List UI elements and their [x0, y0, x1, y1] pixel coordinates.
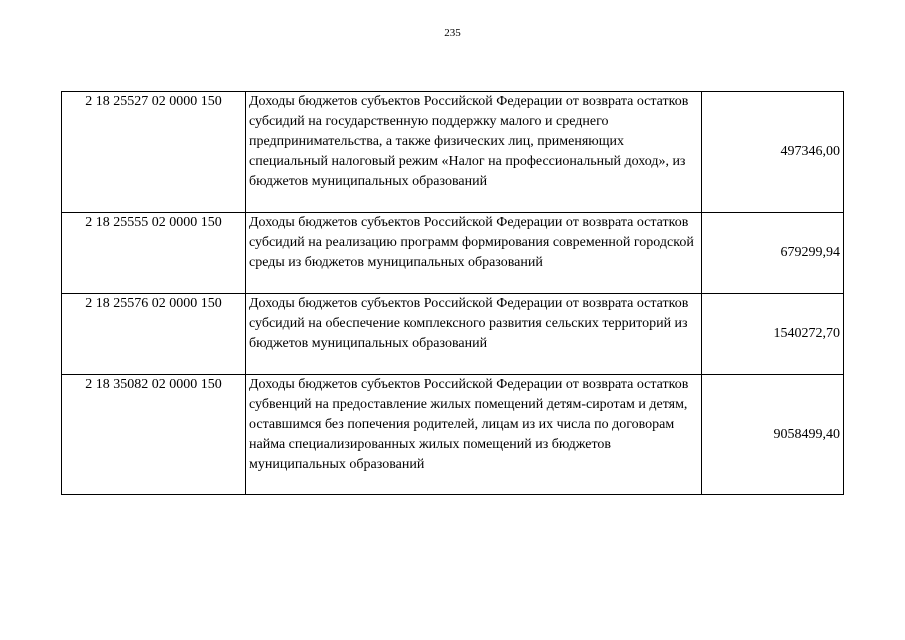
- revenue-code: 2 18 25576 02 0000 150: [62, 294, 246, 375]
- revenue-name: Доходы бюджетов субъектов Российской Федерации от возврата остатков субсидий на реализацию программ формирования современной городской среды из бюджетов муниципальных образований: [246, 213, 702, 294]
- revenue-amount: 679299,94: [702, 213, 844, 294]
- revenue-name: Доходы бюджетов субъектов Российской Федерации от возврата остатков субсидий на государственную поддержку малого и среднего предпринимательства, а также физических лиц, применяющих специальный налоговый режим «Налог на профессиональный доход», из бюджетов муниципальных образований: [246, 92, 702, 213]
- table-row: [62, 294, 844, 375]
- revenue-code: 2 18 25527 02 0000 150: [62, 92, 246, 213]
- table-row: [62, 92, 844, 213]
- revenue-name: Доходы бюджетов субъектов Российской Федерации от возврата остатков субвенций на предоставление жилых помещений детям-сиротам и детям, оставшимся без попечения родителей, лицам из их числа по договорам найма специализированных жилых помещений из бюджетов муниципальных образований: [246, 375, 702, 495]
- revenue-amount: 497346,00: [702, 92, 844, 213]
- revenue-table: [61, 91, 844, 495]
- revenue-amount: 1540272,70: [702, 294, 844, 375]
- revenue-amount: 9058499,40: [702, 375, 844, 495]
- revenue-code: 2 18 35082 02 0000 150: [62, 375, 246, 495]
- revenue-code: 2 18 25555 02 0000 150: [62, 213, 246, 294]
- table-row: [62, 375, 844, 495]
- revenue-name: Доходы бюджетов субъектов Российской Федерации от возврата остатков субсидий на обеспечение комплексного развития сельских территорий из бюджетов муниципальных образований: [246, 294, 702, 375]
- page-number: 235: [444, 27, 461, 39]
- table-row: [62, 213, 844, 294]
